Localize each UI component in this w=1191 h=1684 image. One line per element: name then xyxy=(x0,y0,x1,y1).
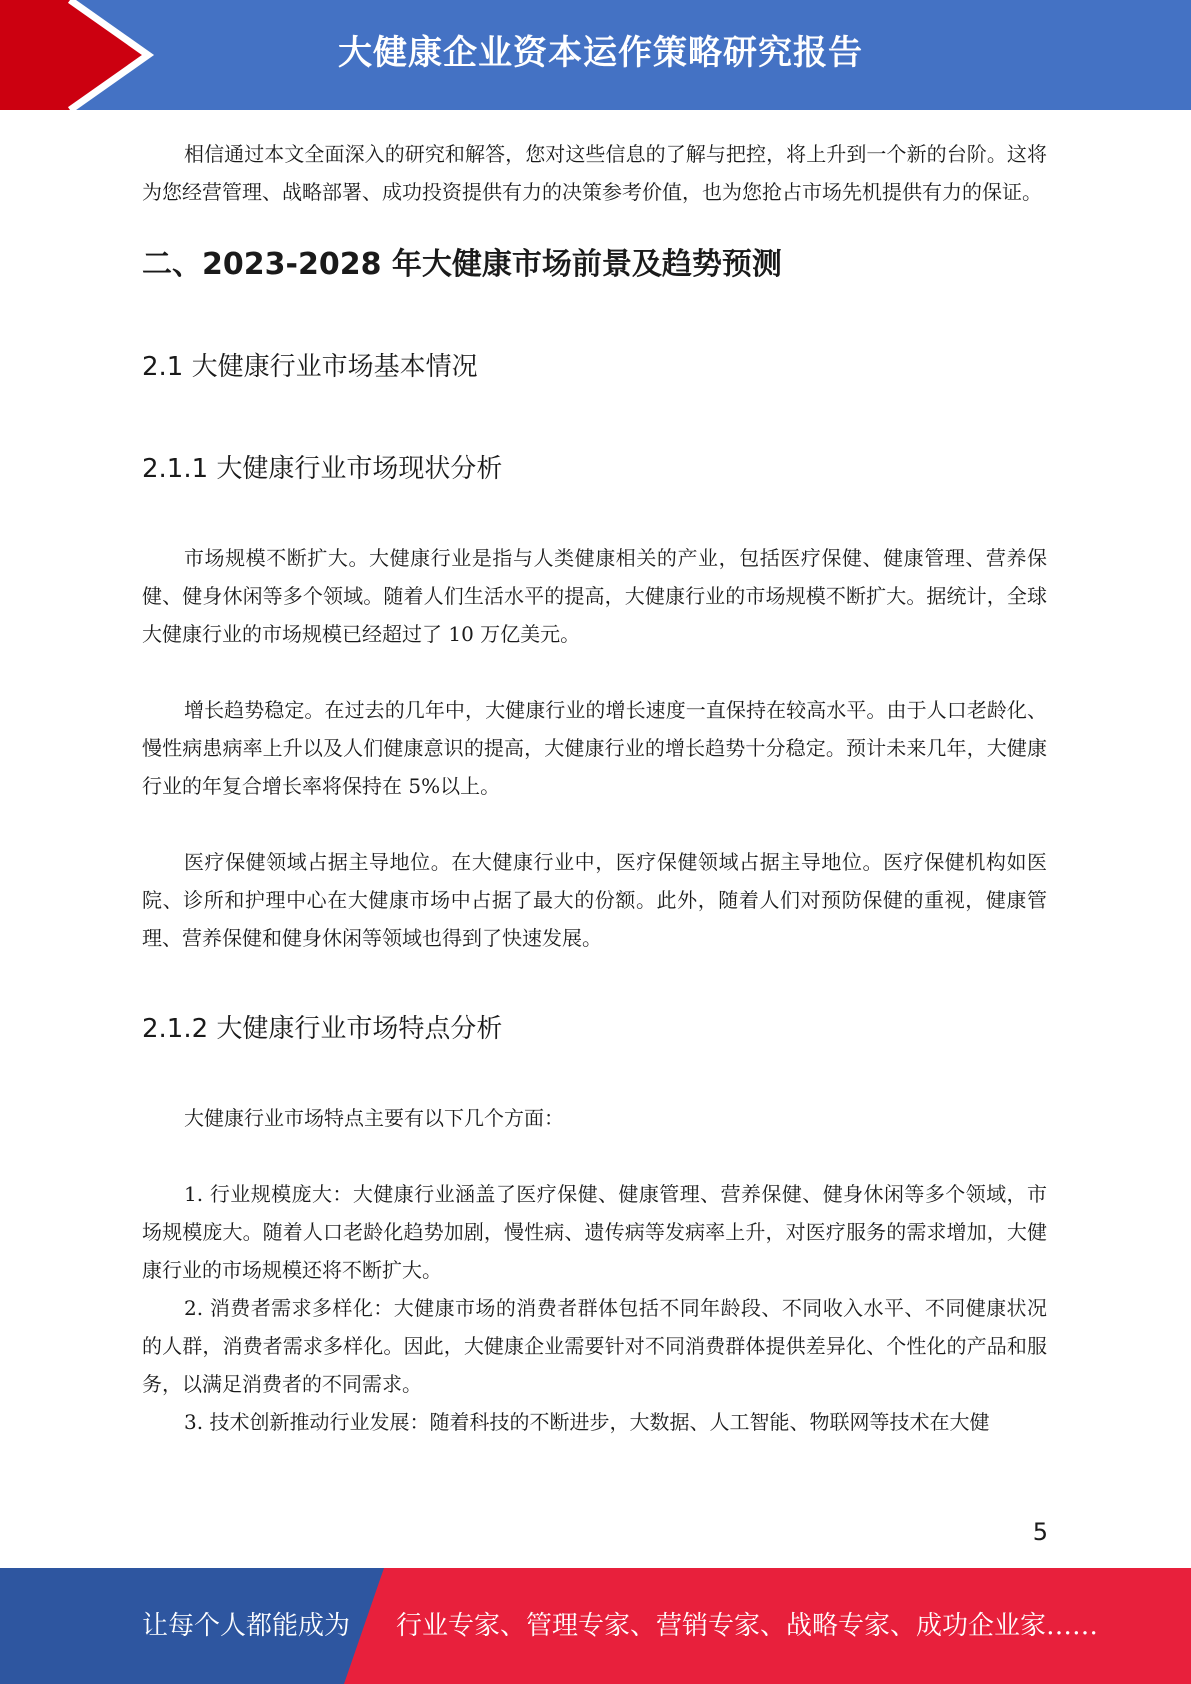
header-banner xyxy=(0,0,1191,110)
body-paragraph: 大健康行业市场特点主要有以下几个方面： xyxy=(184,1106,564,1130)
subsection-heading: 2.1 大健康行业市场基本情况 xyxy=(142,352,478,382)
page-content xyxy=(142,135,1047,1441)
document-title: 大健康企业资本运作策略研究报告 xyxy=(338,33,863,73)
list-item: 2. 消费者需求多样化：大健康市场的消费者群体包括不同年龄段、不同收入水平、不同健康状况的人群，消费者需求多样化。因此，大健康企业需要针对不同消费群体提供差异化、个性化的产品和服务，以满足消费者的不同需求。 xyxy=(142,1296,1047,1396)
body-paragraph: 增长趋势稳定。在过去的几年中，大健康行业的增长速度一直保持在较高水平。由于人口老龄化、慢性病患病率上升以及人们健康意识的提高，大健康行业的增长趋势十分稳定。预计未来几年，大健康行业的年复合增长率将保持在 5%以上。 xyxy=(142,698,1047,798)
body-paragraph: 医疗保健领域占据主导地位。在大健康行业中，医疗保健领域占据主导地位。医疗保健机构如医院、诊所和护理中心在大健康市场中占据了最大的份额。此外，随着人们对预防保健的重视，健康管理、营养保健和健身休闲等领域也得到了快速发展。 xyxy=(142,850,1047,950)
list-item: 3. 技术创新推动行业发展：随着科技的不断进步，大数据、人工智能、物联网等技术在大健 xyxy=(184,1410,990,1434)
intro-paragraph: 相信通过本文全面深入的研究和解答，您对这些信息的了解与把控，将上升到一个新的台阶。这将为您经营管理、战略部署、成功投资提供有力的决策参考价值，也为您抢占市场先机提供有力的保证。 xyxy=(142,142,1047,204)
list-item: 1. 行业规模庞大：大健康行业涵盖了医疗保健、健康管理、营养保健、健身休闲等多个领域，市场规模庞大。随着人口老龄化趋势加剧，慢性病、遗传病等发病率上升，对医疗服务的需求增加，大健康行业的市场规模还将不断扩大。 xyxy=(142,1182,1047,1282)
section-heading: 二、2023-2028 年大健康市场前景及趋势预测 xyxy=(142,247,782,282)
footer-banner xyxy=(0,1568,1191,1684)
footer-slogan-right: 行业专家、管理专家、营销专家、战略专家、成功企业家…… xyxy=(396,1611,1099,1641)
sub-subsection-heading-1: 2.1.1 大健康行业市场现状分析 xyxy=(142,454,503,484)
footer-slogan-left: 让每个人都能成为 xyxy=(142,1611,351,1641)
sub-subsection-heading-2: 2.1.2 大健康行业市场特点分析 xyxy=(142,1014,503,1044)
body-paragraph: 市场规模不断扩大。大健康行业是指与人类健康相关的产业，包括医疗保健、健康管理、营养保健、健身休闲等多个领域。随着人们生活水平的提高，大健康行业的市场规模不断扩大。据统计，全球大健康行业的市场规模已经超过了 10 万亿美元。 xyxy=(142,546,1047,646)
page-number: 5 xyxy=(1032,1518,1048,1546)
